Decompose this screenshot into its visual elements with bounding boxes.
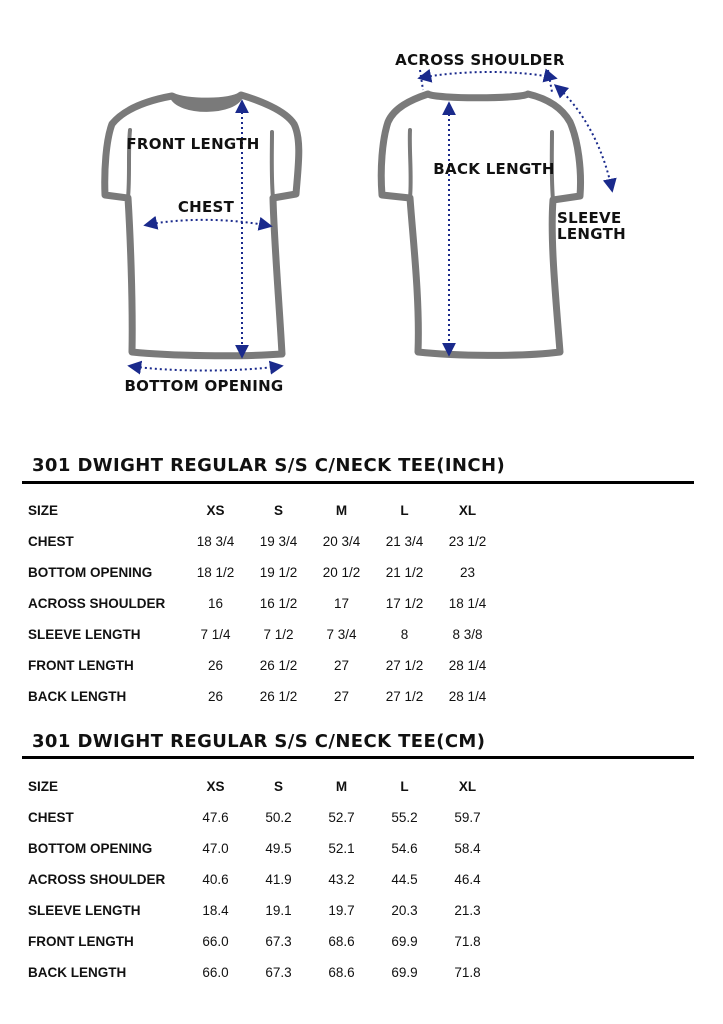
header-size: SIZE bbox=[28, 779, 59, 794]
row-label: CHEST bbox=[28, 534, 74, 549]
header-size: SIZE bbox=[28, 503, 59, 518]
across-shoulder-label: ACROSS SHOULDER bbox=[395, 51, 565, 69]
table-row bbox=[22, 588, 499, 619]
size-value-cell: 19.1 bbox=[265, 903, 292, 918]
size-value-cell: 20.3 bbox=[391, 903, 418, 918]
header-l: L bbox=[400, 779, 409, 794]
table-header-row bbox=[22, 771, 499, 802]
sleeve-length-label-line2: LENGTH bbox=[557, 225, 626, 243]
size-value-cell: 28 1/4 bbox=[448, 689, 487, 704]
table-row bbox=[22, 557, 499, 588]
size-value-cell: 7 1/2 bbox=[263, 627, 294, 642]
row-label: BACK LENGTH bbox=[28, 689, 127, 704]
size-value-cell: 7 1/4 bbox=[200, 627, 231, 642]
size-value-cell: 71.8 bbox=[454, 965, 481, 980]
size-value-cell: 18.4 bbox=[202, 903, 229, 918]
row-label: CHEST bbox=[28, 810, 74, 825]
size-value-cell: 19 3/4 bbox=[259, 534, 298, 549]
row-label: FRONT LENGTH bbox=[28, 658, 134, 673]
header-xl: XL bbox=[458, 779, 477, 794]
size-value-cell: 52.7 bbox=[328, 810, 355, 825]
size-value-cell: 66.0 bbox=[202, 965, 229, 980]
size-value-cell: 17 1/2 bbox=[385, 596, 424, 611]
table-header-row bbox=[22, 495, 499, 526]
table-row bbox=[22, 802, 499, 833]
size-value-cell: 18 3/4 bbox=[196, 534, 235, 549]
size-value-cell: 27 1/2 bbox=[385, 658, 424, 673]
size-value-cell: 8 bbox=[400, 627, 409, 642]
size-value-cell: 55.2 bbox=[391, 810, 418, 825]
shoulder-tick-right bbox=[548, 70, 552, 92]
table-row bbox=[22, 926, 499, 957]
chest-arrow bbox=[146, 220, 270, 226]
header-xl: XL bbox=[458, 503, 477, 518]
table-row bbox=[22, 864, 499, 895]
size-value-cell: 47.0 bbox=[202, 841, 229, 856]
size-value-cell: 7 3/4 bbox=[326, 627, 357, 642]
size-value-cell: 43.2 bbox=[328, 872, 355, 887]
row-label: BOTTOM OPENING bbox=[28, 841, 153, 856]
table-row bbox=[22, 895, 499, 926]
cm-size-table bbox=[22, 771, 499, 988]
size-value-cell: 28 1/4 bbox=[448, 658, 487, 673]
size-value-cell: 8 3/8 bbox=[452, 627, 483, 642]
header-s: S bbox=[273, 503, 283, 518]
back-length-label: BACK LENGTH bbox=[433, 160, 555, 178]
across-shoulder-arrow bbox=[420, 72, 555, 78]
size-value-cell: 50.2 bbox=[265, 810, 292, 825]
section-divider bbox=[22, 756, 694, 759]
chest-label: CHEST bbox=[177, 198, 235, 216]
table-row bbox=[22, 619, 499, 650]
size-value-cell: 26 1/2 bbox=[259, 689, 298, 704]
size-value-cell: 69.9 bbox=[391, 934, 418, 949]
cm-table-title: 301 DWIGHT REGULAR S/S C/NECK TEE(CM) bbox=[32, 731, 486, 752]
size-value-cell: 71.8 bbox=[454, 934, 481, 949]
sleeve-length-label-line1: SLEEVE bbox=[557, 209, 622, 227]
table-row bbox=[22, 681, 499, 712]
size-value-cell: 59.7 bbox=[454, 810, 481, 825]
size-value-cell: 40.6 bbox=[202, 872, 229, 887]
size-value-cell: 27 bbox=[333, 689, 350, 704]
size-value-cell: 58.4 bbox=[454, 841, 481, 856]
shoulder-tick-left bbox=[420, 70, 423, 90]
size-value-cell: 26 1/2 bbox=[259, 658, 298, 673]
cm-table-body bbox=[22, 802, 499, 988]
size-value-cell: 18 1/4 bbox=[448, 596, 487, 611]
size-value-cell: 16 1/2 bbox=[259, 596, 298, 611]
size-value-cell: 44.5 bbox=[391, 872, 418, 887]
size-value-cell: 19 1/2 bbox=[259, 565, 298, 580]
size-value-cell: 54.6 bbox=[391, 841, 418, 856]
front-length-label: FRONT LENGTH bbox=[126, 135, 260, 153]
size-value-cell: 68.6 bbox=[328, 934, 355, 949]
header-m: M bbox=[335, 503, 348, 518]
table-row bbox=[22, 650, 499, 681]
size-value-cell: 21 1/2 bbox=[385, 565, 424, 580]
size-value-cell: 47.6 bbox=[202, 810, 229, 825]
header-m: M bbox=[335, 779, 348, 794]
bottom-opening-arrow bbox=[130, 366, 281, 371]
size-value-cell: 66.0 bbox=[202, 934, 229, 949]
size-value-cell: 67.3 bbox=[265, 965, 292, 980]
row-label: SLEEVE LENGTH bbox=[28, 903, 141, 918]
back-tee-outline bbox=[381, 94, 580, 355]
row-label: FRONT LENGTH bbox=[28, 934, 134, 949]
section-divider bbox=[22, 481, 694, 484]
size-value-cell: 68.6 bbox=[328, 965, 355, 980]
size-value-cell: 19.7 bbox=[328, 903, 355, 918]
size-value-cell: 52.1 bbox=[328, 841, 355, 856]
row-label: BACK LENGTH bbox=[28, 965, 127, 980]
header-l: L bbox=[400, 503, 409, 518]
size-value-cell: 67.3 bbox=[265, 934, 292, 949]
size-value-cell: 20 3/4 bbox=[322, 534, 361, 549]
size-value-cell: 23 bbox=[459, 565, 476, 580]
row-label: SLEEVE LENGTH bbox=[28, 627, 141, 642]
row-label: BOTTOM OPENING bbox=[28, 565, 153, 580]
bottom-opening-label: BOTTOM OPENING bbox=[124, 377, 284, 395]
size-value-cell: 17 bbox=[333, 596, 350, 611]
sleeve-length-arrow bbox=[556, 86, 612, 190]
size-value-cell: 21 3/4 bbox=[385, 534, 424, 549]
row-label: ACROSS SHOULDER bbox=[28, 872, 166, 887]
table-row bbox=[22, 526, 499, 557]
size-value-cell: 26 bbox=[207, 689, 224, 704]
inch-table-title: 301 DWIGHT REGULAR S/S C/NECK TEE(INCH) bbox=[32, 455, 506, 476]
size-value-cell: 16 bbox=[207, 596, 224, 611]
size-value-cell: 18 1/2 bbox=[196, 565, 235, 580]
inch-size-table bbox=[22, 495, 499, 712]
size-value-cell: 20 1/2 bbox=[322, 565, 361, 580]
size-value-cell: 49.5 bbox=[265, 841, 292, 856]
size-value-cell: 27 bbox=[333, 658, 350, 673]
table-row bbox=[22, 957, 499, 988]
size-value-cell: 27 1/2 bbox=[385, 689, 424, 704]
size-value-cell: 23 1/2 bbox=[448, 534, 487, 549]
inch-table-body bbox=[22, 526, 499, 712]
header-xs: XS bbox=[206, 779, 225, 794]
size-value-cell: 26 bbox=[207, 658, 224, 673]
table-row bbox=[22, 833, 499, 864]
size-value-cell: 69.9 bbox=[391, 965, 418, 980]
header-xs: XS bbox=[206, 503, 225, 518]
size-value-cell: 46.4 bbox=[454, 872, 481, 887]
size-value-cell: 21.3 bbox=[454, 903, 481, 918]
measurement-diagram bbox=[0, 0, 723, 420]
size-value-cell: 41.9 bbox=[265, 872, 292, 887]
row-label: ACROSS SHOULDER bbox=[28, 596, 166, 611]
header-s: S bbox=[273, 779, 283, 794]
